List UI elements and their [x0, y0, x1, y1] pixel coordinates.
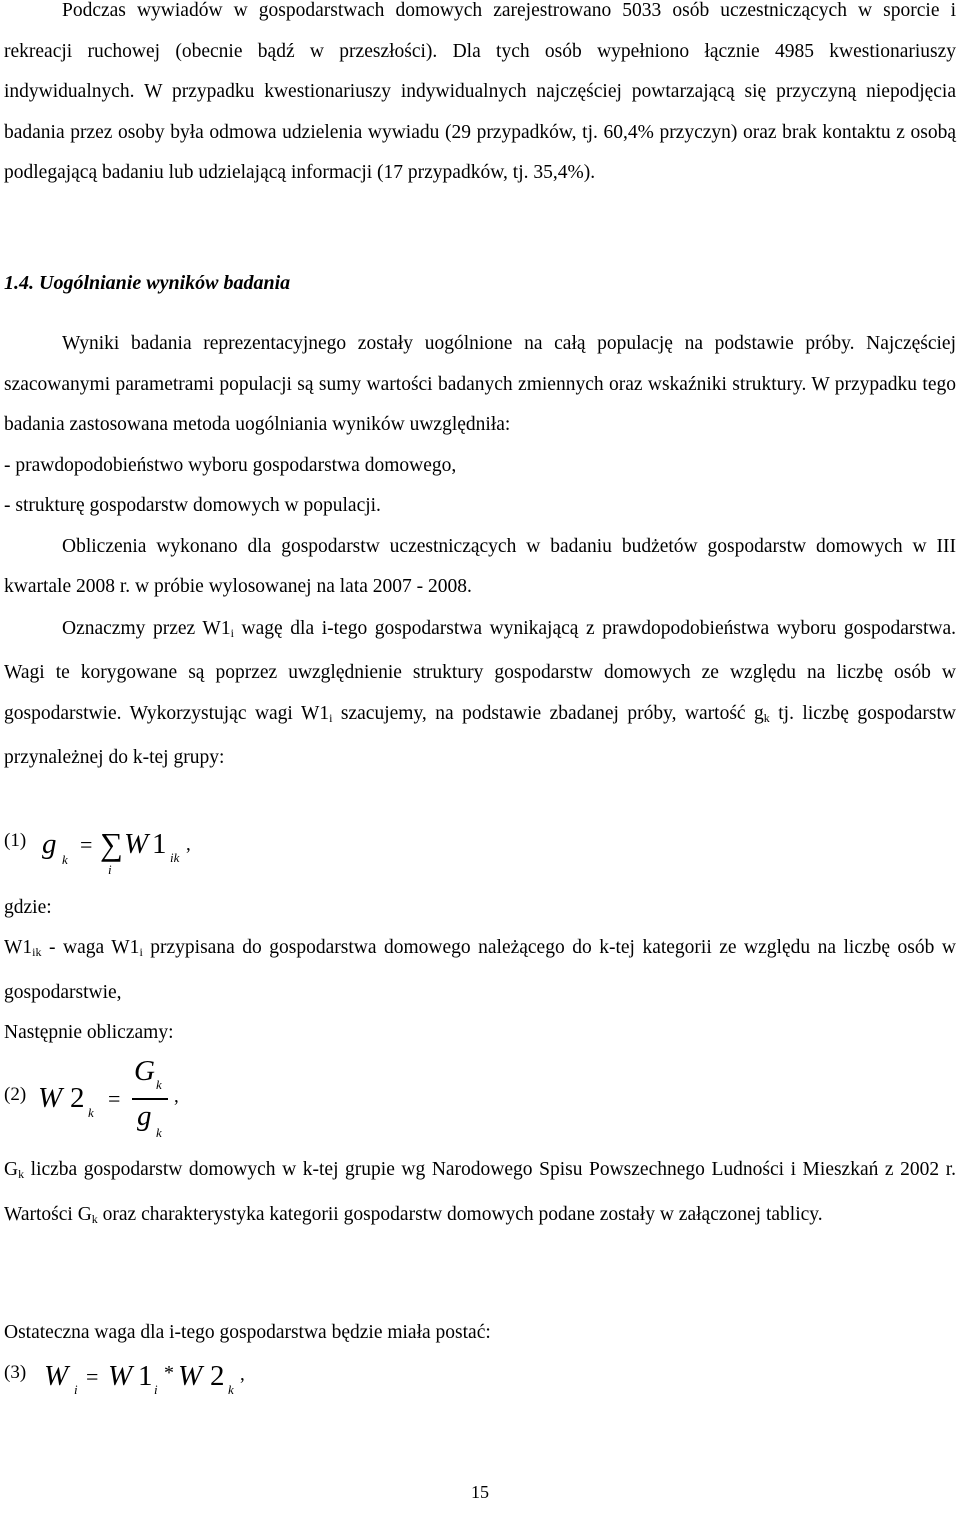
math-comma: , — [174, 1086, 179, 1107]
text-segment: liczba gospodarstw domowych w k-tej grupie wg Narodowego Spisu Powszechnego Ludności i Mieszkań z 2002 r. Wartości G — [4, 1159, 956, 1225]
math-symbol: 2 — [70, 1082, 85, 1114]
formula-2 — [4, 1055, 404, 1145]
section-body — [4, 324, 956, 779]
math-symbol: 1 — [138, 1360, 153, 1392]
math-star: * — [164, 1362, 174, 1384]
math-subscript: k — [228, 1382, 234, 1397]
paragraph-survey-results: Podczas wywiadów w gospodarstwach domowych zarejestrowano 5033 osób uczestniczących w sporcie i rekreacji ruchowej (obecnie bądź w przeszłości). Dla tych osób wypełniono łącznie 4985 kwestionariuszy indywidualnych. W przypadku kwestionariuszy indywidualnych najczęściej powtarzającą się przyczyną niepodjęcia badania przez osoby była odmowa udzielenia wywiadu (29 przypadków, tj. 60,4% przyczyn) oraz brak kontaktu z osobą podlegającą badaniu lub udzielającą informacji (17 przypadków, tj. 35,4%). — [4, 0, 956, 183]
math-comma: , — [240, 1364, 245, 1385]
text-segment: szacujemy, na podstawie zbadanej próby, wartość g — [332, 702, 764, 724]
subscript: k — [18, 1167, 25, 1181]
math-subscript: k — [62, 852, 68, 867]
section-heading: 1.4. Uogólnianie wyników badania — [4, 272, 291, 294]
math-subscript: k — [156, 1125, 162, 1140]
intro-paragraph-block — [4, 0, 956, 194]
math-symbol: W — [124, 828, 149, 860]
formula-number: (2) — [4, 1084, 27, 1105]
paragraph-generalization: Wyniki badania reprezentacyjnego zostały uogólnione na całą populację na podstawie próby. Najczęściej szacowanymi parametrami populacji są sumy wartości badanych zmiennych oraz wskaźniki struktury. W przypadku tego badania zastosowana metoda uogólniania wyników uwzględniła: — [4, 333, 956, 435]
math-symbol: 1 — [152, 828, 167, 860]
text-segment: przypisana do gospodarstwa domowego należącego do k-tej kategorii ze względu na liczbę osób w gospodarstwie, — [4, 937, 956, 1003]
math-symbol: W — [38, 1082, 63, 1114]
math-comma: , — [186, 834, 191, 855]
math-subscript: ik — [170, 850, 180, 865]
text-segment: G — [4, 1159, 19, 1180]
math-equals: = — [108, 1086, 121, 1111]
formula-number: (1) — [4, 830, 27, 851]
math-subscript: i — [74, 1382, 78, 1397]
math-symbol: 2 — [210, 1360, 225, 1392]
math-equals: = — [80, 832, 93, 857]
text-segment: wagę dla i-tego gospodarstwa wynikającą z prawdopodobieństwa wyboru gospodarstwa. Wagi te korygowane są poprzez uwzględnienie struktury gospodarstw domowych ze względu na liczbę osób w gospodarstwie. Wykorzystując wagi W1 — [4, 617, 956, 724]
subscript: i — [139, 945, 143, 959]
formula-number: (3) — [4, 1362, 27, 1383]
subscript: i — [230, 625, 234, 640]
gk-definition-block — [4, 1150, 956, 1239]
text-segment: W1 — [4, 937, 33, 958]
math-equals: = — [86, 1364, 99, 1389]
math-symbol: G — [134, 1055, 155, 1087]
text-segment: tj. liczbę gospodarstw przynależnej do k-tej grupy: — [4, 702, 956, 768]
formula-3 — [4, 1358, 404, 1408]
math-symbol: g — [42, 828, 57, 860]
page-number: 15 — [471, 1482, 489, 1502]
formula-1 — [4, 820, 404, 880]
subscript: k — [763, 710, 770, 725]
definition-w1ik — [4, 928, 956, 1013]
subscript: k — [91, 1211, 98, 1226]
definition-block — [4, 928, 956, 1054]
paragraph-final-weight: Ostateczna waga dla i-tego gospodarstwa będzie miała postać: — [4, 1322, 491, 1343]
math-symbol: g — [137, 1100, 152, 1132]
math-symbol: W — [44, 1360, 69, 1392]
definition-gk — [4, 1150, 956, 1239]
bullet-probability: - prawdopodobieństwo wyboru gospodarstwa domowego, — [4, 454, 457, 476]
text-segment: - waga W1 — [41, 937, 140, 958]
paragraph-calculations: Obliczenia wykonano dla gospodarstw uczestniczących w badaniu budżetów gospodarstw domowych w III kwartale 2008 r. w próbie wylosowanej na lata 2007 - 2008. — [4, 535, 956, 597]
subscript: ik — [32, 945, 42, 959]
subscript: i — [329, 710, 333, 725]
text-segment: Oznaczmy przez W1 — [62, 617, 231, 639]
math-subscript: k — [88, 1105, 94, 1120]
math-symbol: W — [108, 1360, 133, 1392]
label-gdzie: gdzie: — [4, 897, 52, 918]
math-subscript: i — [108, 862, 112, 877]
math-subscript: i — [154, 1382, 158, 1397]
math-symbol: W — [178, 1360, 203, 1392]
math-subscript: k — [156, 1077, 162, 1092]
text-segment: oraz charakterystyka kategorii gospodarstw domowych podane zostały w załączonej tablicy. — [97, 1203, 823, 1225]
paragraph-weights — [4, 609, 956, 779]
label-nastepnie: Następnie obliczamy: — [4, 1022, 174, 1043]
bullet-structure: - strukturę gospodarstw domowych w populacji. — [4, 495, 381, 516]
sigma-icon: ∑ — [100, 826, 123, 862]
